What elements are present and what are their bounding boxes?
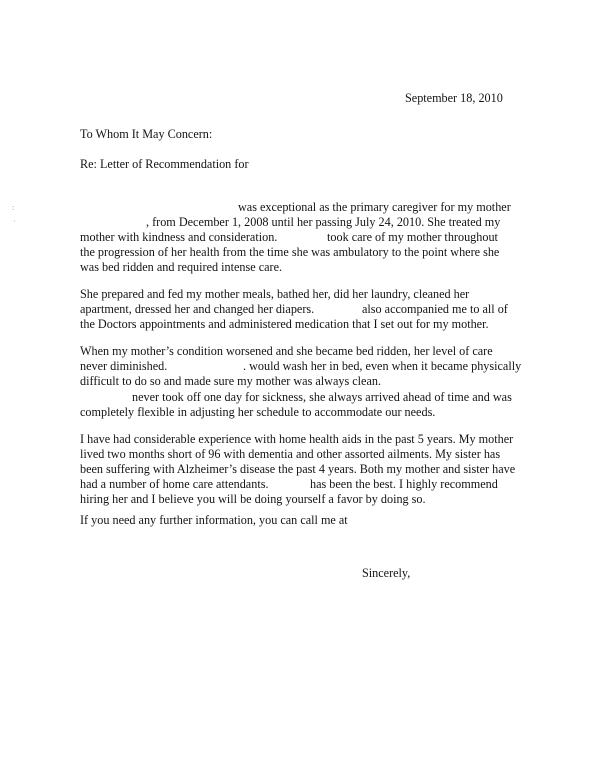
text-line: was bed ridden and required intense care. <box>80 260 283 274</box>
text-line: difficult to do so and made sure my mother was always clean. <box>80 374 381 388</box>
text-line: the Doctors appointments and administered medication that I set out for my mother. <box>80 317 489 331</box>
text-line: took care of my mother throughout <box>327 230 498 244</box>
scan-speck: : <box>12 203 15 212</box>
text-line: lived two months short of 96 with dementia and other assorted ailments. My sister has <box>80 447 501 461</box>
text-line: had a number of home care attendants. <box>80 477 269 491</box>
text-line: She prepared and fed my mother meals, bathed her, did her laundry, cleaned her <box>80 287 470 301</box>
text-line: completely flexible in adjusting her schedule to accommodate our needs. <box>80 405 436 419</box>
salutation: To Whom It May Concern: <box>80 127 213 141</box>
subject-line: Re: Letter of Recommendation for <box>80 157 249 171</box>
text-line: hiring her and I believe you will be doing yourself a favor by doing so. <box>80 492 426 506</box>
text-line: has been the best. I highly recommend <box>310 477 498 491</box>
text-line: When my mother’s condition worsened and she became bed ridden, her level of care <box>80 344 493 358</box>
closing: Sincerely, <box>362 566 411 580</box>
text-line: mother with kindness and consideration. <box>80 230 278 244</box>
text-line: was exceptional as the primary caregiver for my mother <box>238 200 511 214</box>
text-line: I have had considerable experience with home health aids in the past 5 years. My mother <box>80 432 514 446</box>
text-line: never diminished. <box>80 359 168 373</box>
text-line: apartment, dressed her and changed her diapers. <box>80 302 315 316</box>
text-line: been suffering with Alzheimer’s disease the past 4 years. Both my mother and sister have <box>80 462 516 476</box>
text-line: the progression of her health from the time she was ambulatory to the point where she <box>80 245 500 259</box>
text-line: . would wash her in bed, even when it became physically <box>243 359 522 373</box>
text-line: If you need any further information, you can call me at <box>80 513 348 527</box>
text-line: never took off one day for sickness, she always arrived ahead of time and was <box>132 390 512 404</box>
text-line: also accompanied me to all of <box>362 302 508 316</box>
letter-date: September 18, 2010 <box>405 91 503 105</box>
scan-speck: · <box>13 217 16 226</box>
text-line: , from December 1, 2008 until her passing July 24, 2010. She treated my <box>146 215 501 229</box>
